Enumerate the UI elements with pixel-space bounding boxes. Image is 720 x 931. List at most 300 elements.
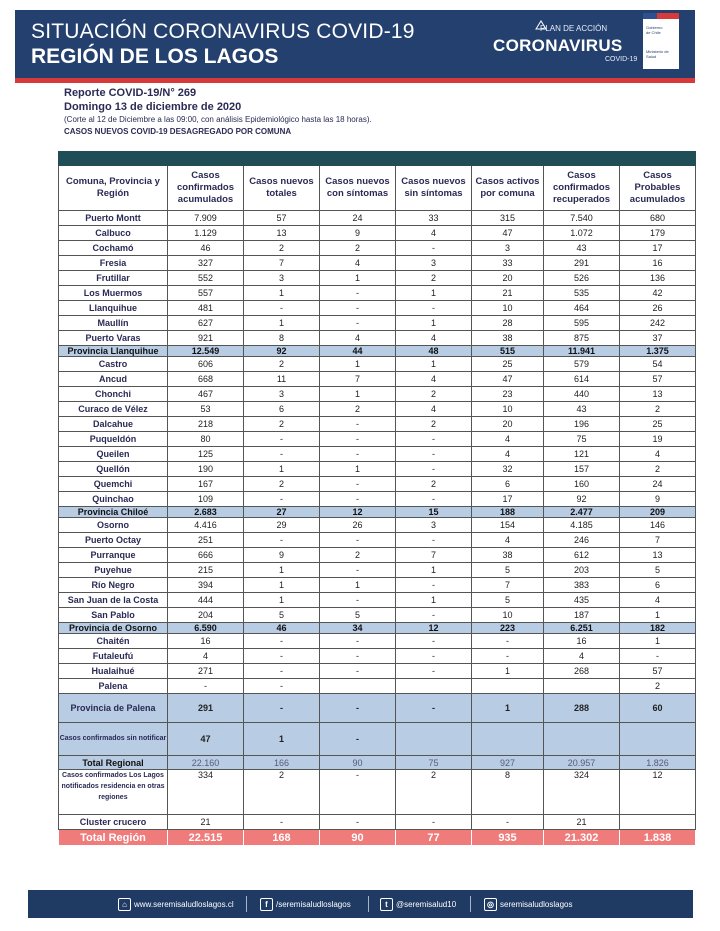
table-cell: 60 <box>620 694 696 723</box>
table-row <box>59 387 696 402</box>
table-cell: 464 <box>544 301 620 316</box>
instagram-icon: ◎ <box>484 898 497 911</box>
table-cell: 1.129 <box>168 226 244 241</box>
table-cell: - <box>396 533 472 548</box>
table-cell: 291 <box>168 694 244 723</box>
table-cell: - <box>168 679 244 694</box>
row-label: Chonchi <box>59 387 168 402</box>
table-cell: 1 <box>244 286 320 301</box>
table-cell: 481 <box>168 301 244 316</box>
table-row <box>59 331 696 346</box>
report-header <box>15 10 695 83</box>
table-cell: 5 <box>244 608 320 623</box>
table-cell: 552 <box>168 271 244 286</box>
table-cell: 57 <box>244 211 320 226</box>
table-cell: 10 <box>472 608 544 623</box>
table-cell: 26 <box>320 518 396 533</box>
table-cell: 75 <box>396 756 472 770</box>
table-cell: 2 <box>244 477 320 492</box>
table-cell: 875 <box>544 331 620 346</box>
table-cell: 4 <box>620 447 696 462</box>
table-cell: 2 <box>396 387 472 402</box>
table-cell: 440 <box>544 387 620 402</box>
row-label: Frutillar <box>59 271 168 286</box>
table-cell: 1.375 <box>620 346 696 357</box>
table-cell: - <box>320 649 396 664</box>
table-cell: 17 <box>620 241 696 256</box>
footer-bar <box>28 890 693 918</box>
row-label: Purranque <box>59 548 168 563</box>
table-cell: 21.302 <box>544 830 620 846</box>
table-row <box>59 211 696 226</box>
row-label: Futaleufú <box>59 649 168 664</box>
table-cell: 927 <box>472 756 544 770</box>
table-cell: 13 <box>620 548 696 563</box>
table-cell: 12 <box>620 770 696 815</box>
footer-web-text: www.seremisaludloslagos.cl <box>134 899 234 909</box>
table-cell: 595 <box>544 316 620 331</box>
row-label: Quemchi <box>59 477 168 492</box>
row-label: Llanquihue <box>59 301 168 316</box>
table-cell: 6 <box>472 477 544 492</box>
table-cell: 3 <box>396 256 472 271</box>
table-cell: 92 <box>544 492 620 507</box>
table-cell: 12.549 <box>168 346 244 357</box>
report-subtitle: CASOS NUEVOS COVID-19 DESAGREGADO POR COMUNA <box>64 127 292 136</box>
row-label: Puerto Octay <box>59 533 168 548</box>
column-header: Casos nuevos sin síntomas <box>396 166 472 211</box>
table-cell: 5 <box>472 563 544 578</box>
table-cell: 4 <box>472 432 544 447</box>
table-cell: 16 <box>620 256 696 271</box>
table-row <box>59 462 696 477</box>
table-cell: 21 <box>168 815 244 830</box>
table-cell: 2 <box>320 548 396 563</box>
table-cell: 6 <box>244 402 320 417</box>
table-cell: 1 <box>620 634 696 649</box>
table-row-otras <box>59 770 696 815</box>
table-cell: 7 <box>320 372 396 387</box>
table-cell <box>620 723 696 756</box>
table-cell: 19 <box>620 432 696 447</box>
table-row <box>59 634 696 649</box>
table-cell: 46 <box>244 623 320 634</box>
row-label: Puerto Montt <box>59 211 168 226</box>
table-cell: 80 <box>168 432 244 447</box>
table-cell: 7 <box>620 533 696 548</box>
table-cell: 526 <box>544 271 620 286</box>
table-cell: - <box>396 664 472 679</box>
column-header: Casos confirmados acumulados <box>168 166 244 211</box>
table-cell: 2 <box>244 417 320 432</box>
column-header: Casos Probables acumulados <box>620 166 696 211</box>
table-row <box>59 679 696 694</box>
table-cell: 4 <box>620 593 696 608</box>
table-cell: 334 <box>168 770 244 815</box>
table-cell: 223 <box>472 623 544 634</box>
table-cell: 187 <box>544 608 620 623</box>
table-cell: - <box>396 649 472 664</box>
header-stripe <box>15 78 695 83</box>
table-cell: 10 <box>472 301 544 316</box>
table-cell: - <box>244 301 320 316</box>
column-header: Casos activos por comuna <box>472 166 544 211</box>
table-row <box>59 492 696 507</box>
table-cell: 33 <box>472 256 544 271</box>
table-row <box>59 301 696 316</box>
row-label: Los Muermos <box>59 286 168 301</box>
report-meta <box>64 86 664 138</box>
facebook-icon: f <box>260 898 273 911</box>
coronavirus-label: CORONAVIRUS <box>493 36 623 55</box>
table-cell: 209 <box>620 507 696 518</box>
row-label: Curaco de Vélez <box>59 402 168 417</box>
table-cell <box>544 679 620 694</box>
table-cell: 53 <box>168 402 244 417</box>
table-cell: - <box>320 634 396 649</box>
table-cell: - <box>320 770 396 815</box>
column-header: Comuna, Provincia y Región <box>59 166 168 211</box>
table-cell: 77 <box>396 830 472 846</box>
table-cell: 557 <box>168 286 244 301</box>
column-header: Casos confirmados recuperados <box>544 166 620 211</box>
table-cell: 166 <box>244 756 320 770</box>
table-cell: 54 <box>620 357 696 372</box>
report-cutoff: (Corte al 12 de Diciembre a las 09:00, con análisis Epidemiológico hasta las 18 horas). <box>64 115 372 124</box>
table-cell: 9 <box>620 492 696 507</box>
table-cell: 146 <box>620 518 696 533</box>
cases-table <box>58 151 696 846</box>
table-cell: 1 <box>396 316 472 331</box>
table-row <box>59 357 696 372</box>
table-cell: - <box>244 664 320 679</box>
government-logo: Gobierno de Chile Ministerio de Salud <box>643 13 679 69</box>
table-cell: - <box>244 492 320 507</box>
table-cell: - <box>244 634 320 649</box>
table-cell: - <box>320 694 396 723</box>
table-cell: 3 <box>244 271 320 286</box>
row-label: Queilen <box>59 447 168 462</box>
row-label: Chaitén <box>59 634 168 649</box>
table-cell: 606 <box>168 357 244 372</box>
table-cell: 2 <box>396 770 472 815</box>
table-cell: 9 <box>320 226 396 241</box>
table-cell: 10 <box>472 402 544 417</box>
table-row <box>59 477 696 492</box>
row-label: Provincia Chiloé <box>59 507 168 518</box>
table-cell: - <box>244 447 320 462</box>
footer-facebook-text: /seremisaludloslagos <box>276 899 351 909</box>
table-cell: 1.838 <box>620 830 696 846</box>
table-cell: - <box>396 694 472 723</box>
table-cell: 324 <box>544 770 620 815</box>
table-cell: 4 <box>320 256 396 271</box>
table-cell: 154 <box>472 518 544 533</box>
row-label: Río Negro <box>59 578 168 593</box>
table-cell: 5 <box>620 563 696 578</box>
table-cell: 25 <box>472 357 544 372</box>
table-cell: 268 <box>544 664 620 679</box>
header-title: SITUACIÓN CORONAVIRUS COVID-19 <box>31 20 415 43</box>
table-cell: - <box>396 608 472 623</box>
table-cell: 4 <box>472 533 544 548</box>
table-row <box>59 593 696 608</box>
row-label: Castro <box>59 357 168 372</box>
table-cell: 90 <box>320 756 396 770</box>
footer-instagram-text: seremisaludloslagos <box>500 899 573 909</box>
footer-web[interactable] <box>118 890 234 918</box>
table-cell: 167 <box>168 477 244 492</box>
table-cell: 327 <box>168 256 244 271</box>
table-cell: 4.416 <box>168 518 244 533</box>
table-cell: 1.072 <box>544 226 620 241</box>
table-cell: 37 <box>620 331 696 346</box>
report-number: Reporte COVID-19/N° 269 <box>64 87 197 99</box>
table-cell <box>472 679 544 694</box>
table-cell: - <box>320 533 396 548</box>
table-row <box>59 316 696 331</box>
table-top-band <box>59 152 696 166</box>
table-cell: 1 <box>396 286 472 301</box>
table-cell: 1 <box>320 357 396 372</box>
table-cell: 666 <box>168 548 244 563</box>
table-cell: - <box>472 649 544 664</box>
table-cell: 6.590 <box>168 623 244 634</box>
table-cell: 38 <box>472 331 544 346</box>
table-cell: 203 <box>544 563 620 578</box>
table-cell: - <box>320 301 396 316</box>
footer-instagram[interactable] <box>484 890 572 918</box>
table-cell: - <box>320 563 396 578</box>
table-cell: 218 <box>168 417 244 432</box>
table-cell: - <box>244 694 320 723</box>
table-cell: 291 <box>544 256 620 271</box>
table-row-palena <box>59 694 696 723</box>
row-label: Quinchao <box>59 492 168 507</box>
table-cell: 22.515 <box>168 830 244 846</box>
table-cell: 1 <box>320 271 396 286</box>
table-cell: - <box>396 492 472 507</box>
table-cell: - <box>396 578 472 593</box>
row-label: Hualaihué <box>59 664 168 679</box>
table-cell: - <box>244 432 320 447</box>
row-label: Provincia Llanquihue <box>59 346 168 357</box>
row-label: Casos confirmados sin notificar <box>59 723 168 756</box>
table-cell: 24 <box>620 477 696 492</box>
table-cell: 394 <box>168 578 244 593</box>
covid-label: COVID-19 <box>605 56 638 63</box>
table-cell: 27 <box>244 507 320 518</box>
table-cell: 515 <box>472 346 544 357</box>
table-cell: 160 <box>544 477 620 492</box>
row-label: Total Regional <box>59 756 168 770</box>
table-cell: 7 <box>472 578 544 593</box>
table-cell: 179 <box>620 226 696 241</box>
table-cell: 6.251 <box>544 623 620 634</box>
table-row <box>59 432 696 447</box>
table-cell: 204 <box>168 608 244 623</box>
table-cell: 125 <box>168 447 244 462</box>
table-cell: 3 <box>396 518 472 533</box>
footer-twitter-text: @seremisalud10 <box>396 899 457 909</box>
table-cell: - <box>472 815 544 830</box>
table-cell: - <box>320 432 396 447</box>
table-cell: 32 <box>472 462 544 477</box>
table-row <box>59 417 696 432</box>
table-cell: 251 <box>168 533 244 548</box>
table-cell: - <box>244 815 320 830</box>
table-cell: - <box>320 815 396 830</box>
table-cell: 22.160 <box>168 756 244 770</box>
table-cell: - <box>396 815 472 830</box>
table-cell: - <box>320 447 396 462</box>
table-cell: 9 <box>244 548 320 563</box>
table-cell: 20 <box>472 417 544 432</box>
table-cell: 1 <box>472 664 544 679</box>
table-cell: 467 <box>168 387 244 402</box>
table-cell: 2 <box>396 271 472 286</box>
table-row <box>59 372 696 387</box>
table-row <box>59 563 696 578</box>
table-row <box>59 286 696 301</box>
table-cell: 7.909 <box>168 211 244 226</box>
table-cell: 4 <box>396 226 472 241</box>
report-date: Domingo 13 de diciembre de 2020 <box>64 101 242 113</box>
table-cell: 3 <box>472 241 544 256</box>
table-cell: - <box>244 679 320 694</box>
table-cell: 614 <box>544 372 620 387</box>
table-cell: - <box>396 241 472 256</box>
table-cell <box>396 679 472 694</box>
row-label: Puyehue <box>59 563 168 578</box>
table-cell: 2 <box>320 241 396 256</box>
table-cell: 28 <box>472 316 544 331</box>
table-cell: 21 <box>472 286 544 301</box>
table-cell: 579 <box>544 357 620 372</box>
row-label: San Pablo <box>59 608 168 623</box>
row-label: Cochamó <box>59 241 168 256</box>
table-cell: 7 <box>244 256 320 271</box>
table-cell: - <box>396 447 472 462</box>
row-label: Dalcahue <box>59 417 168 432</box>
table-cell: - <box>320 316 396 331</box>
table-cell: 1 <box>396 563 472 578</box>
table-cell: - <box>244 649 320 664</box>
footer-facebook[interactable] <box>260 890 351 918</box>
table-cell: 1 <box>620 608 696 623</box>
table-cell: 16 <box>544 634 620 649</box>
table-cell: 157 <box>544 462 620 477</box>
table-cell: 1 <box>396 357 472 372</box>
table-cell: 1 <box>244 578 320 593</box>
table-header-row <box>59 166 696 211</box>
table-cell: 12 <box>396 623 472 634</box>
row-label: Provincia de Palena <box>59 694 168 723</box>
table-cell: 25 <box>620 417 696 432</box>
table-row <box>59 271 696 286</box>
table-cell: 1 <box>244 723 320 756</box>
table-row <box>59 518 696 533</box>
table-cell: - <box>320 723 396 756</box>
table-cell: 43 <box>544 241 620 256</box>
table-cell: 75 <box>544 432 620 447</box>
table-cell: 23 <box>472 387 544 402</box>
table-cell: 33 <box>396 211 472 226</box>
table-cell: 2.477 <box>544 507 620 518</box>
table-cell: 4 <box>396 331 472 346</box>
table-cell: 5 <box>472 593 544 608</box>
table-cell: 6 <box>620 578 696 593</box>
table-cell: 2 <box>320 402 396 417</box>
table-cell: 12 <box>320 507 396 518</box>
table-cell: 315 <box>472 211 544 226</box>
table-cell: 26 <box>620 301 696 316</box>
table-row-prov <box>59 346 696 357</box>
table-cell: 2 <box>396 477 472 492</box>
table-cell: 4.185 <box>544 518 620 533</box>
table-cell: 38 <box>472 548 544 563</box>
table-cell: 242 <box>620 316 696 331</box>
table-cell: 246 <box>544 533 620 548</box>
table-cell: 3 <box>244 387 320 402</box>
table-cell: 20.957 <box>544 756 620 770</box>
table-row <box>59 447 696 462</box>
table-cell: 1 <box>320 387 396 402</box>
table-cell: 8 <box>244 331 320 346</box>
table-row <box>59 402 696 417</box>
table-cell: 42 <box>620 286 696 301</box>
table-cell: 188 <box>472 507 544 518</box>
row-label: Quellón <box>59 462 168 477</box>
column-header: Casos nuevos con síntomas <box>320 166 396 211</box>
table-cell: - <box>320 593 396 608</box>
table-cell <box>472 723 544 756</box>
row-label: Puqueldón <box>59 432 168 447</box>
table-cell: - <box>320 286 396 301</box>
table-cell: - <box>320 477 396 492</box>
table-cell: 383 <box>544 578 620 593</box>
table-cell: 47 <box>472 372 544 387</box>
twitter-icon: t <box>380 898 393 911</box>
row-label: Fresia <box>59 256 168 271</box>
table-row <box>59 548 696 563</box>
table-cell: 8 <box>472 770 544 815</box>
table-row <box>59 815 696 830</box>
table-cell: 34 <box>320 623 396 634</box>
row-label: Osorno <box>59 518 168 533</box>
table-cell: 680 <box>620 211 696 226</box>
table-cell: - <box>396 462 472 477</box>
table-cell: 2 <box>620 402 696 417</box>
table-cell: 47 <box>168 723 244 756</box>
table-cell: 4 <box>168 649 244 664</box>
table-cell: 92 <box>244 346 320 357</box>
row-label: Total Región <box>59 830 168 846</box>
table-row <box>59 241 696 256</box>
row-label: Palena <box>59 679 168 694</box>
table-cell: 668 <box>168 372 244 387</box>
table-cell: 921 <box>168 331 244 346</box>
table-cell: - <box>244 533 320 548</box>
table-cell: - <box>396 634 472 649</box>
footer-twitter[interactable] <box>380 890 456 918</box>
table-cell: 7.540 <box>544 211 620 226</box>
table-cell: 136 <box>620 271 696 286</box>
table-cell: 435 <box>544 593 620 608</box>
table-cell: 215 <box>168 563 244 578</box>
table-row-sinnot <box>59 723 696 756</box>
table-cell: 17 <box>472 492 544 507</box>
